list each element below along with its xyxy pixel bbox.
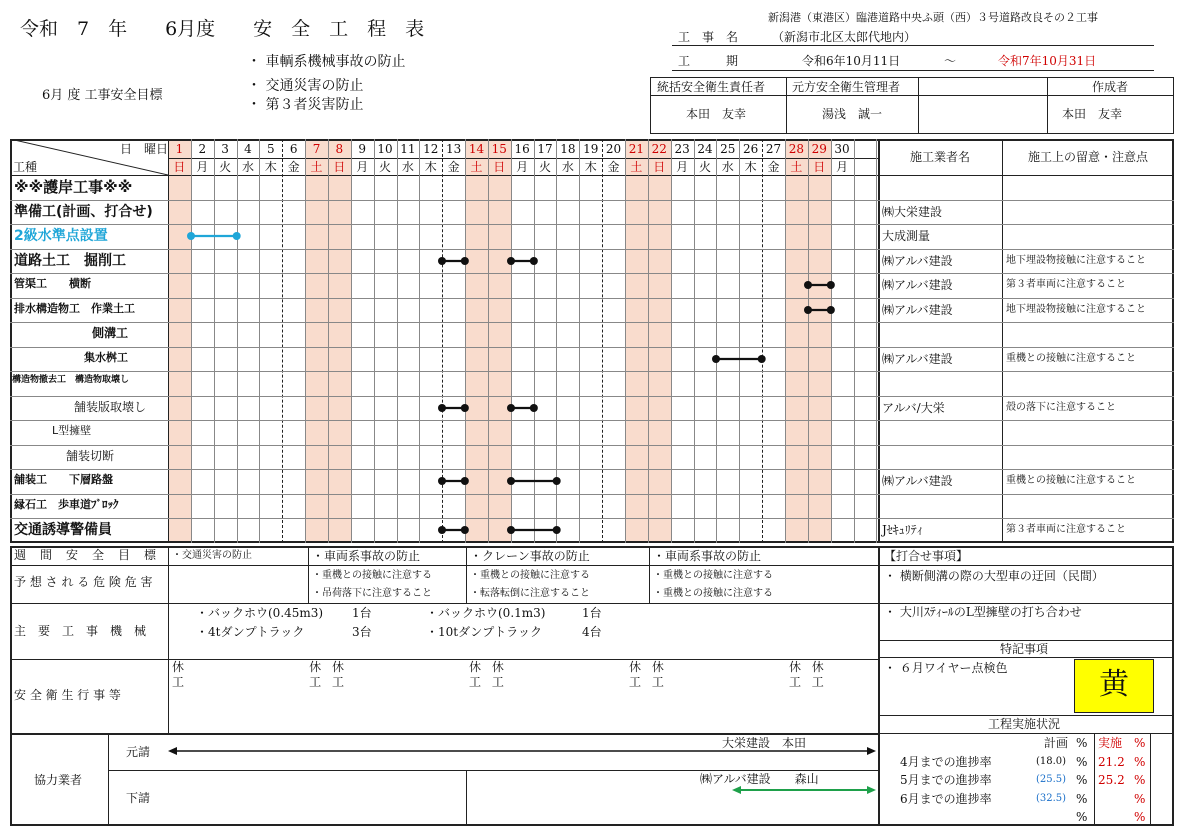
officer-header: 元方安全衛生管理者	[792, 80, 901, 94]
progress-header: 工程実施状況	[988, 717, 1061, 731]
officer-name: 本田 友幸	[1062, 107, 1123, 121]
day-number: 13	[445, 142, 462, 156]
safety-note: 殻の落下に注意すること	[1006, 401, 1116, 413]
holiday-mark: 工	[629, 675, 642, 689]
work-type-label: 工種	[13, 160, 38, 174]
weekday: 火	[219, 160, 232, 174]
prime-contractor-label: 元請	[126, 745, 151, 759]
weekday: 月	[356, 160, 369, 174]
row-divider	[10, 322, 1174, 323]
row-divider	[10, 200, 1174, 201]
divider	[168, 158, 878, 159]
special-item: ・ ６月ワイヤー点検色	[884, 661, 1008, 675]
weekday: 木	[744, 160, 757, 174]
percent-sign: %	[1076, 792, 1088, 806]
project-name-line1: 新潟港（東港区）臨港道路中央ふ頭（西）３号道路改良その２工事	[768, 11, 1098, 24]
schedule-bar	[506, 256, 539, 266]
weekday: 火	[698, 160, 711, 174]
divider	[1150, 733, 1151, 826]
row-divider	[10, 420, 1174, 421]
machine-count: 4台	[582, 625, 602, 639]
day-weekday-label: 日 曜日	[120, 142, 169, 156]
weekday: 木	[264, 160, 277, 174]
work-type-row-label: 2級水準点設置	[14, 228, 108, 245]
row-divider	[10, 518, 1174, 519]
safety-note: 重機との接触に注意すること	[1006, 475, 1136, 487]
divider	[1094, 733, 1095, 826]
contractor-name: ㈱アルバ建設	[882, 351, 953, 366]
row-divider	[10, 371, 1174, 372]
hazard-item: ・重機との接触に注意する	[470, 570, 590, 581]
divider	[466, 770, 467, 826]
day-number: 25	[720, 142, 736, 156]
machine-count: 1台	[352, 606, 372, 620]
holiday-mark: 工	[788, 675, 801, 689]
contractor-name: Jｾｷｭﾘﾃｨ	[882, 523, 923, 538]
day-number: 16	[514, 142, 530, 156]
divider	[10, 603, 878, 604]
officer-header: 作成者	[1092, 80, 1129, 94]
machine-item: ・4tダンプトラック	[196, 625, 305, 639]
officer-header: 統括安全衛生責任者	[657, 80, 766, 94]
percent-sign: %	[1134, 773, 1146, 787]
weekly-goal-label: 週 間 安 全 目 標	[14, 548, 158, 562]
work-type-row-label: 道路土工 掘削工	[14, 252, 126, 269]
holiday-mark: 休	[469, 660, 482, 674]
machine-label: 主 要 工 事 機 械	[14, 624, 147, 638]
holiday-mark: 休	[309, 660, 322, 674]
holiday-mark: 工	[309, 675, 322, 689]
weekday: 土	[470, 160, 483, 174]
divider	[878, 603, 1174, 604]
weekday: 日	[173, 160, 186, 174]
schedule-bar	[506, 525, 562, 535]
weekday: 金	[447, 160, 460, 174]
day-number: 11	[400, 142, 416, 156]
day-number: 28	[788, 142, 804, 156]
day-number: 1	[175, 142, 184, 156]
divider	[878, 715, 1174, 716]
hygiene-label: 安 全 衛 生 行 事 等	[14, 688, 121, 702]
page-title: 令和 7 年 6月度 安 全 工 程 表	[20, 18, 425, 40]
row-divider	[10, 298, 1174, 299]
hazard-item: ・重機との接触に注意する	[312, 570, 432, 581]
contractor-name: ㈱アルバ建設	[882, 278, 953, 293]
weekday: 火	[379, 160, 392, 174]
project-name-label: 工 事 名	[678, 30, 739, 44]
day-number: 14	[468, 142, 485, 156]
goal-item: ・ 第３者災害防止	[247, 97, 364, 113]
weekday: 月	[196, 160, 209, 174]
contractor-name: ㈱大栄建設	[882, 204, 943, 219]
progress-plan: (18.0)	[1036, 756, 1067, 767]
hazard-item: ・転落転倒に注意すること	[470, 588, 590, 599]
weekday: 木	[424, 160, 437, 174]
row-divider	[10, 273, 1174, 274]
progress-row-label: 6月までの進捗率	[900, 792, 992, 806]
weekday: 月	[516, 160, 529, 174]
work-type-row-label: 集水桝工	[84, 350, 128, 364]
weekday: 水	[721, 160, 734, 174]
divider	[1047, 77, 1048, 134]
divider	[108, 770, 878, 771]
holiday-mark: 休	[788, 660, 801, 674]
progress-actual: 21.2	[1098, 755, 1125, 769]
divider	[878, 640, 1174, 641]
day-number: 7	[312, 142, 321, 156]
weekly-goal: ・車両系事故の防止	[312, 549, 421, 563]
meeting-header: 【打合せ事項】	[884, 549, 969, 563]
weekday: 日	[333, 160, 346, 174]
safety-note: 第３者車両に注意すること	[1006, 524, 1126, 536]
machine-item: ・10tダンプトラック	[426, 625, 542, 639]
schedule-bar	[506, 403, 539, 413]
schedule-bar	[437, 476, 470, 486]
day-number: 26	[743, 142, 759, 156]
holiday-mark: 休	[491, 660, 504, 674]
day-number: 17	[537, 142, 553, 156]
machine-count: 3台	[352, 625, 372, 639]
day-number: 22	[651, 142, 667, 156]
period-label: 工 期	[678, 54, 739, 68]
hazard-item: ・重機との接触に注意する	[653, 570, 773, 581]
safety-note: 地下埋設物接触に注意すること	[1006, 254, 1146, 266]
weekday: 月	[676, 160, 689, 174]
work-type-row-label: 側溝工	[92, 326, 129, 341]
percent-sign: %	[1134, 736, 1146, 750]
holiday-mark: 工	[491, 675, 504, 689]
safety-goal-label: 6月 度 工事安全目標	[42, 88, 163, 103]
day-number: 24	[697, 142, 713, 156]
schedule-bar	[437, 525, 470, 535]
schedule-bar	[803, 305, 836, 315]
safety-note: 地下埋設物接触に注意すること	[1006, 303, 1146, 315]
weekday: 土	[790, 160, 803, 174]
actual-label: 実施	[1098, 736, 1123, 750]
holiday-mark: 工	[811, 675, 824, 689]
row-divider	[10, 347, 1174, 348]
holiday-mark: 工	[331, 675, 344, 689]
divider	[108, 733, 109, 826]
sub-period-arrow	[732, 783, 878, 797]
work-type-row-label: 舗装工 下層路盤	[14, 473, 113, 487]
day-number: 15	[491, 142, 507, 156]
notes-header: 施工上の留意・注意点	[1027, 150, 1148, 164]
row-divider	[10, 445, 1174, 446]
period-end: 令和7年10月31日	[998, 54, 1097, 68]
holiday-mark: 休	[629, 660, 642, 674]
work-type-row-label: 管渠工 横断	[14, 277, 91, 291]
schedule-bar	[803, 280, 836, 290]
divider	[308, 546, 309, 603]
contractor-name: アルバ/大栄	[882, 400, 945, 415]
day-number: 4	[244, 142, 252, 156]
divider	[10, 733, 878, 735]
day-number: 10	[377, 142, 393, 156]
row-divider	[10, 469, 1174, 470]
progress-plan: (25.5)	[1036, 774, 1067, 785]
day-number: 5	[266, 142, 275, 156]
progress-plan: (32.5)	[1036, 793, 1067, 804]
officer-name: 本田 友幸	[686, 107, 747, 121]
work-type-row-label: 準備工(計画、打合せ)	[14, 203, 153, 220]
weekday: 土	[630, 160, 643, 174]
machine-item: ・バックホウ(0.1m3)	[426, 606, 546, 620]
day-number: 30	[834, 142, 850, 156]
divider	[786, 77, 787, 134]
progress-row-label: 5月までの進捗率	[900, 773, 992, 787]
weekday: 金	[607, 160, 620, 174]
goal-item: ・ 交通災害の防止	[247, 78, 364, 94]
row-divider	[10, 249, 1174, 250]
divider	[10, 565, 878, 566]
schedule-bar	[711, 354, 767, 364]
percent-sign: %	[1076, 810, 1088, 824]
work-type-row-label: 交通誘導警備員	[14, 522, 112, 539]
sub-contractor-name: ㈱アルバ建設 森山	[700, 772, 819, 786]
schedule-bar	[186, 231, 242, 241]
contractor-header: 施工業者名	[909, 150, 970, 164]
contractor-name: ㈱アルバ建設	[882, 302, 953, 317]
schedule-bar	[437, 256, 470, 266]
contractor-name: ㈱アルバ建設	[882, 253, 953, 268]
officer-name: 湯浅 誠一	[822, 107, 883, 121]
divider	[168, 546, 169, 733]
weekday: 月	[836, 160, 849, 174]
safety-note: 第３者車両に注意すること	[1006, 279, 1126, 291]
holiday-mark: 休	[651, 660, 664, 674]
period-tilde: ～	[944, 54, 957, 68]
day-number: 6	[289, 142, 298, 156]
holiday-mark: 工	[172, 675, 185, 689]
work-type-row-label: ※※護岸工事※※	[14, 178, 133, 197]
prime-period-arrow	[168, 744, 878, 758]
plan-label: 計画	[1044, 736, 1069, 750]
divider	[466, 546, 467, 603]
progress-actual: 25.2	[1098, 773, 1125, 787]
divider	[878, 565, 1174, 566]
day-number: 9	[358, 142, 367, 156]
work-type-row-label: 排水構造物工 作業土工	[14, 301, 135, 315]
divider	[878, 733, 1174, 734]
work-type-row-label: 舗装版取壊し	[74, 399, 147, 414]
percent-sign: %	[1076, 755, 1088, 769]
row-divider	[10, 396, 1174, 397]
divider	[649, 546, 650, 603]
divider	[878, 546, 880, 826]
weekday: 水	[241, 160, 254, 174]
contractor-name: ㈱アルバ建設	[882, 474, 953, 489]
holiday-mark: 休	[811, 660, 824, 674]
percent-sign: %	[1076, 736, 1088, 750]
divider	[672, 70, 1154, 71]
divider	[672, 45, 1154, 46]
holiday-mark: 工	[651, 675, 664, 689]
bottom-section	[10, 546, 1174, 826]
day-number: 3	[221, 142, 229, 156]
schedule-bar	[437, 403, 470, 413]
hazard-label: 予 想 さ れ る 危 険 危 害	[14, 575, 153, 589]
day-number: 19	[583, 142, 599, 156]
schedule-bar	[506, 476, 562, 486]
progress-row-label: 4月までの進捗率	[900, 755, 992, 769]
percent-sign: %	[1076, 773, 1088, 787]
day-number: 23	[674, 142, 690, 156]
weekday: 日	[493, 160, 506, 174]
day-number: 2	[198, 142, 207, 156]
weekday: 水	[401, 160, 414, 174]
safety-note: 重機との接触に注意すること	[1006, 352, 1136, 364]
weekday: 火	[539, 160, 552, 174]
meeting-item: ・ 大川ｽﾃｨｰﾙのL型擁壁の打ち合わせ	[884, 605, 1082, 619]
sub-contractor-label: 下請	[126, 791, 151, 805]
weekday: 日	[813, 160, 826, 174]
percent-sign: %	[1134, 810, 1146, 824]
work-type-row-label: 縁石工 歩車道ﾌﾞﾛｯｸ	[14, 497, 119, 511]
weekly-goal: ・交通災害の防止	[172, 550, 252, 561]
day-number: 29	[811, 142, 827, 156]
day-number: 21	[628, 142, 645, 156]
weekday: 日	[653, 160, 666, 174]
day-number: 12	[423, 142, 439, 156]
goal-item: ・ 車輌系機械事故の防止	[247, 54, 406, 70]
divider	[10, 659, 878, 660]
wire-color-label: 黄	[1099, 667, 1129, 702]
holiday-mark: 工	[469, 675, 482, 689]
prime-contractor-name: 大栄建設 本田	[722, 736, 807, 750]
weekly-goal: ・クレーン事故の防止	[470, 549, 590, 563]
day-number: 18	[560, 142, 576, 156]
day-number: 20	[605, 142, 622, 156]
weekday: 金	[767, 160, 780, 174]
machine-count: 1台	[582, 606, 602, 620]
day-number: 8	[335, 142, 344, 156]
divider	[650, 95, 1174, 96]
period-start: 令和6年10月11日	[802, 54, 901, 68]
day-number: 27	[765, 142, 782, 156]
work-type-row-label: 構造物撤去工 構造物取壊し	[12, 375, 130, 386]
hazard-item: ・吊荷落下に注意すること	[312, 588, 432, 599]
hazard-item: ・重機との接触に注意する	[653, 588, 773, 599]
machine-item: ・バックホウ(0.45m3)	[196, 606, 324, 620]
work-type-row-label: 舗装切断	[66, 448, 115, 463]
meeting-item: ・ 横断側溝の際の大型車の迂回（民間）	[884, 569, 1104, 583]
partner-label: 協力業者	[34, 773, 83, 787]
divider	[10, 175, 1174, 176]
holiday-mark: 休	[172, 660, 185, 674]
row-divider	[10, 494, 1174, 495]
weekday: 木	[584, 160, 597, 174]
percent-sign: %	[1134, 792, 1146, 806]
work-type-row-label: L型擁壁	[52, 424, 92, 438]
holiday-mark: 休	[331, 660, 344, 674]
weekly-goal: ・車両系事故の防止	[653, 549, 762, 563]
weekday: 水	[561, 160, 574, 174]
weekday: 土	[310, 160, 323, 174]
contractor-name: 大成測量	[882, 229, 931, 244]
weekday: 金	[287, 160, 300, 174]
percent-sign: %	[1134, 755, 1146, 769]
divider	[918, 77, 919, 134]
special-header: 特記事項	[1000, 642, 1049, 656]
divider	[878, 657, 1174, 658]
row-divider	[10, 224, 1174, 225]
project-name-line2: （新潟市北区太郎代地内）	[772, 30, 917, 44]
wire-color-box	[1074, 659, 1154, 713]
